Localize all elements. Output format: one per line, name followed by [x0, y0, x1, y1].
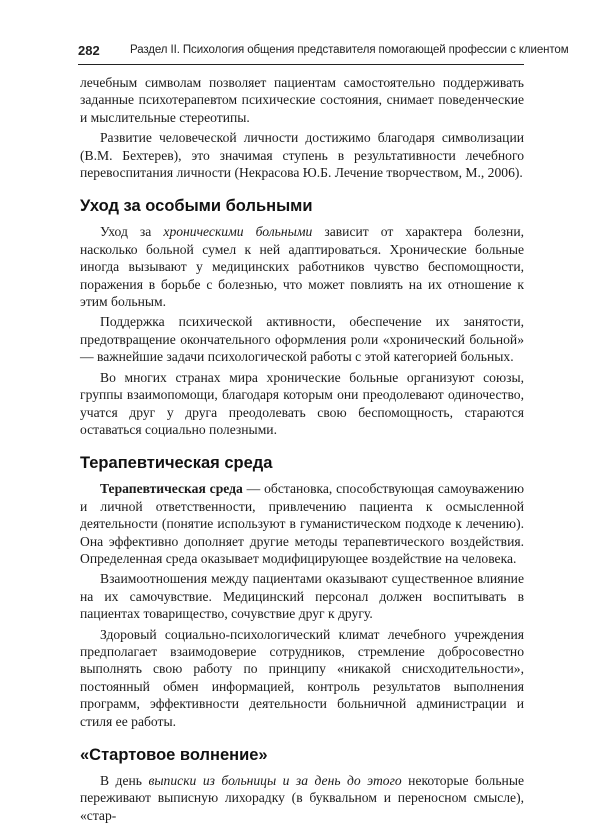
paragraph: Развитие человеческой личности достижимо благодаря символизации (В.М. Бехтерев), это значимая ступень в результативности лечебного перевоспитания личности (Некрасова Ю.Б. Лечение творчеством, М., 2006). — [80, 130, 524, 181]
paragraph — [80, 480, 524, 567]
section-heading-start-excitement: «Стартовое волнение» — [80, 746, 268, 764]
italic-term: хроническими больными — [163, 224, 313, 240]
paragraph: Взаимоотношения между пациентами оказывают существенное влияние на их самочувствие. Медицинский персонал должен воспитывать в пациентах товарищество, сочувствие друг к другу. — [80, 571, 524, 622]
paragraph: лечебным символам позволяет пациентам самостоятельно поддерживать заданные психотерапевтом психические состояния, снимает поведенческие и мыслительные стереотипы. — [80, 75, 524, 125]
paragraph — [80, 772, 524, 824]
paragraph: Поддержка психической активности, обеспечение их занятости, предотвращение окончательного оформления роли «хронический больной» — важнейшие задачи психологической работы с этой категорией больных. — [80, 314, 524, 365]
paragraph — [80, 223, 524, 310]
text-run: — обстановка, способствующая самоуважению и личной ответственности, привлечению пациента к осмысленной деятельности (понятие используют в гуманистическом подходе к лечению). Она эффективно дополняет другие методы терапевтического воздействия. Определенная среда оказывает модифицирующее воздействие на человека. — [80, 481, 524, 566]
paragraph: Здоровый социально-психологический климат лечебного учреждения предполагает взаимодоверие сотрудников, стремление добросовестно выполнять свою работу по принципу «никакой снисходительности», постоянный обмен информацией, контроль результатов выполнения программ, эффективности деятельности больничной администрации и стиля ее работы. — [80, 626, 524, 729]
page-body — [80, 74, 524, 824]
page-number: 282 — [78, 43, 100, 58]
text-run: В день — [100, 773, 149, 788]
paragraph: Во многих странах мира хронические больные организуют союзы, группы взаимопомощи, благодаря которым они преодолевают одиночество, учатся друг у друга преодолевать свою беспомощность, стараются оставаться социально полезными. — [80, 369, 524, 437]
bold-term: Терапевтическая среда — [100, 481, 243, 497]
text-run: Уход за — [100, 224, 164, 240]
text-run: зависит от характера болезни, насколько больной сумел к ней адаптироваться. Хронические больные иногда вызывают у медицинских работников чувство беспомощности, поражения в борьбе с болезнью, что может повлиять на их отношение к этим больным. — [80, 224, 525, 310]
italic-term: выписки из больницы и за день до этого — [148, 773, 402, 788]
section-heading-therapeutic-environment: Терапевтическая среда — [80, 454, 273, 473]
text-run: некоторые больные переживают выписную лихорадку (в буквальном и переносном смысле), «стар- — [80, 773, 524, 823]
section-heading-special-patients: Уход за особыми больными — [80, 197, 313, 216]
running-title: Раздел II. Психология общения представителя помогающей профессии с клиентом — [130, 44, 569, 56]
page-header — [78, 40, 569, 65]
